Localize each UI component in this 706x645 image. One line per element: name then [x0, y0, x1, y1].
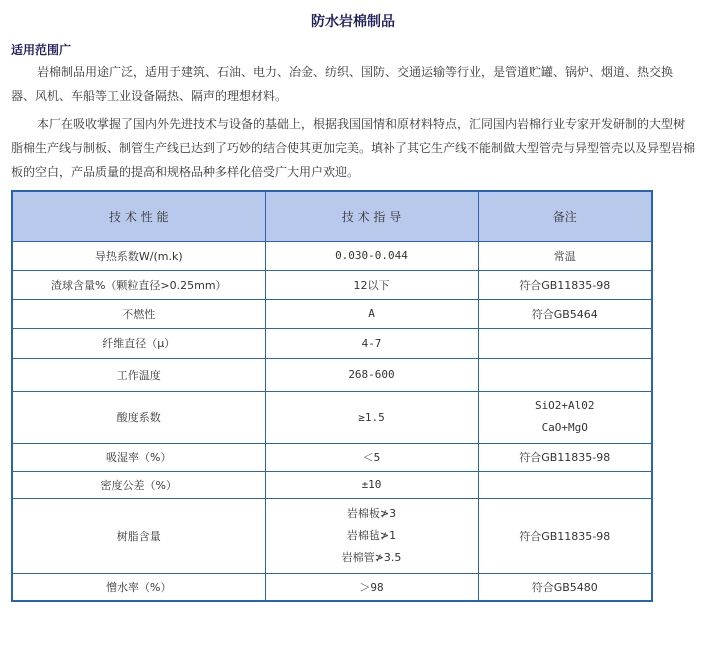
row-note: 符合GB11835-98 [478, 498, 652, 573]
row-note [478, 328, 652, 358]
row-note-line: CaO+MgO [541, 421, 588, 434]
row-value-line: 岩棉板≯3 [346, 506, 397, 520]
row-property: 吸湿率（%） [12, 443, 265, 471]
row-value-line: 岩棉管≯3.5 [341, 550, 402, 564]
row-value: ＞98 [265, 573, 478, 601]
section-heading: 适用范围广 [11, 43, 72, 57]
table-row [12, 328, 652, 358]
row-value: ±10 [265, 471, 478, 498]
row-property: 树脂含量 [12, 498, 265, 573]
row-property: 酸度系数 [12, 391, 265, 443]
row-value-line: 岩棉毡≯1 [346, 528, 397, 542]
table-row [12, 498, 652, 573]
row-value: 268-600 [265, 358, 478, 391]
row-note: 符合GB11835-98 [478, 443, 652, 471]
table-row [12, 241, 652, 270]
row-value: 4-7 [265, 328, 478, 358]
row-value: 0.030-0.044 [265, 241, 478, 270]
intro-paragraph: 岩棉制品用途广泛，适用于建筑、石油、电力、冶金、纺织、国防、交通运输等行业，是管道贮罐、锅炉、烟道、热交换器、风机、车船等工业设备隔热、隔声的理想材料。 [11, 65, 674, 103]
row-note [478, 358, 652, 391]
row-property: 渣球含量%（颗粒直径>0.25mm） [12, 270, 265, 299]
header-value: 技 术 指 导 [265, 191, 478, 241]
table-row [12, 573, 652, 601]
table-row [12, 443, 652, 471]
table-row [12, 358, 652, 391]
table-row [12, 299, 652, 328]
row-value: ＜5 [265, 443, 478, 471]
row-note [478, 391, 652, 443]
row-value: A [265, 299, 478, 328]
row-note: 常温 [478, 241, 652, 270]
row-property: 纤维直径（μ） [12, 328, 265, 358]
row-property: 不燃性 [12, 299, 265, 328]
row-property: 工作温度 [12, 358, 265, 391]
row-value: 12以下 [265, 270, 478, 299]
header-note: 备注 [478, 191, 652, 241]
page-title: 防水岩棉制品 [311, 14, 395, 30]
table-header-row [12, 191, 652, 241]
row-note: 符合GB11835-98 [478, 270, 652, 299]
row-note-line: SiO2+Al02 [534, 399, 595, 412]
row-value: ≥1.5 [265, 391, 478, 443]
row-note: 符合GB5464 [478, 299, 652, 328]
spec-table [11, 190, 653, 602]
row-note [478, 471, 652, 498]
row-value [265, 498, 478, 573]
row-property: 密度公差（%） [12, 471, 265, 498]
table-row [12, 471, 652, 498]
table-row [12, 270, 652, 299]
row-property: 憎水率（%） [12, 573, 265, 601]
description-paragraph: 本厂在吸收掌握了国内外先进技术与设备的基础上，根据我国国情和原材料特点，汇同国内岩棉行业专家开发研制的大型树脂棉生产线与制板、制管生产线已达到了巧妙的结合使其更加完美。填补了其它生产线不能制做大型管壳与异型管壳以及异型岩棉板的空白，产品质量的提高和规格品种多样化倍受广大用户欢迎。 [11, 117, 696, 179]
table-row [12, 391, 652, 443]
row-property: 导热系数W/(m.k) [12, 241, 265, 270]
row-note: 符合GB5480 [478, 573, 652, 601]
header-property: 技 术 性 能 [12, 191, 265, 241]
